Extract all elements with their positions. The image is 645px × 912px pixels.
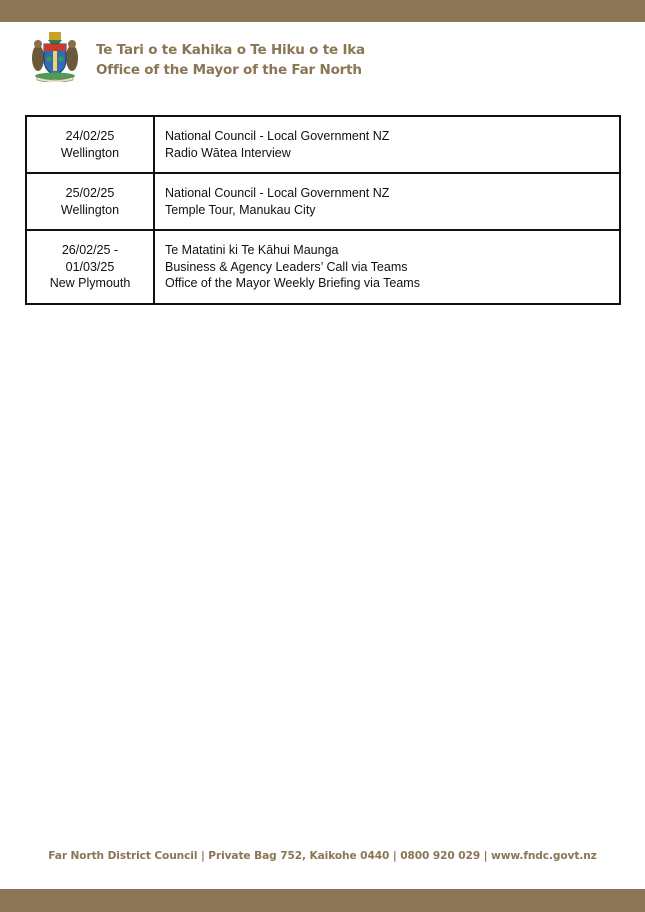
event-cell (154, 173, 620, 230)
office-title-maori: Te Tari o te Kahika o Te Hiku o te Ika (96, 42, 365, 58)
table-row (26, 230, 620, 304)
top-brand-band (0, 0, 645, 22)
location-line: New Plymouth (49, 276, 131, 290)
date-cell (26, 173, 154, 230)
office-title-english: Office of the Mayor of the Far North (96, 62, 362, 78)
event-line: Office of the Mayor Weekly Briefing via Teams (165, 276, 420, 290)
table-row (26, 116, 620, 173)
event-line: National Council - Local Government NZ (165, 129, 390, 143)
date-cell (26, 230, 154, 304)
date-line: 26/02/25 - (61, 243, 119, 257)
date-line: 01/03/25 (65, 259, 115, 274)
event-line: Te Matatini ki Te Kāhui Maunga (165, 243, 339, 257)
coat-of-arms-icon (29, 30, 81, 82)
office-title (96, 40, 365, 80)
event-line: National Council - Local Government NZ (165, 186, 390, 200)
table-row (26, 173, 620, 230)
event-line: Radio Wātea Interview (165, 145, 291, 160)
mayor-schedule-table (25, 115, 621, 305)
date-line: 25/02/25 (65, 186, 115, 200)
location-line: Wellington (60, 145, 120, 160)
event-line: Temple Tour, Manukau City (165, 202, 316, 217)
date-cell (26, 116, 154, 173)
event-cell (154, 116, 620, 173)
event-cell (154, 230, 620, 304)
date-line: 24/02/25 (65, 129, 115, 143)
bottom-brand-band (0, 889, 645, 912)
footer-contact-line: Far North District Council | Private Bag 752, Kaikohe 0440 | 0800 920 029 | www.fndc.govt.nz (48, 850, 597, 862)
event-line: Business & Agency Leaders’ Call via Teams (165, 259, 408, 274)
location-line: Wellington (60, 202, 120, 217)
